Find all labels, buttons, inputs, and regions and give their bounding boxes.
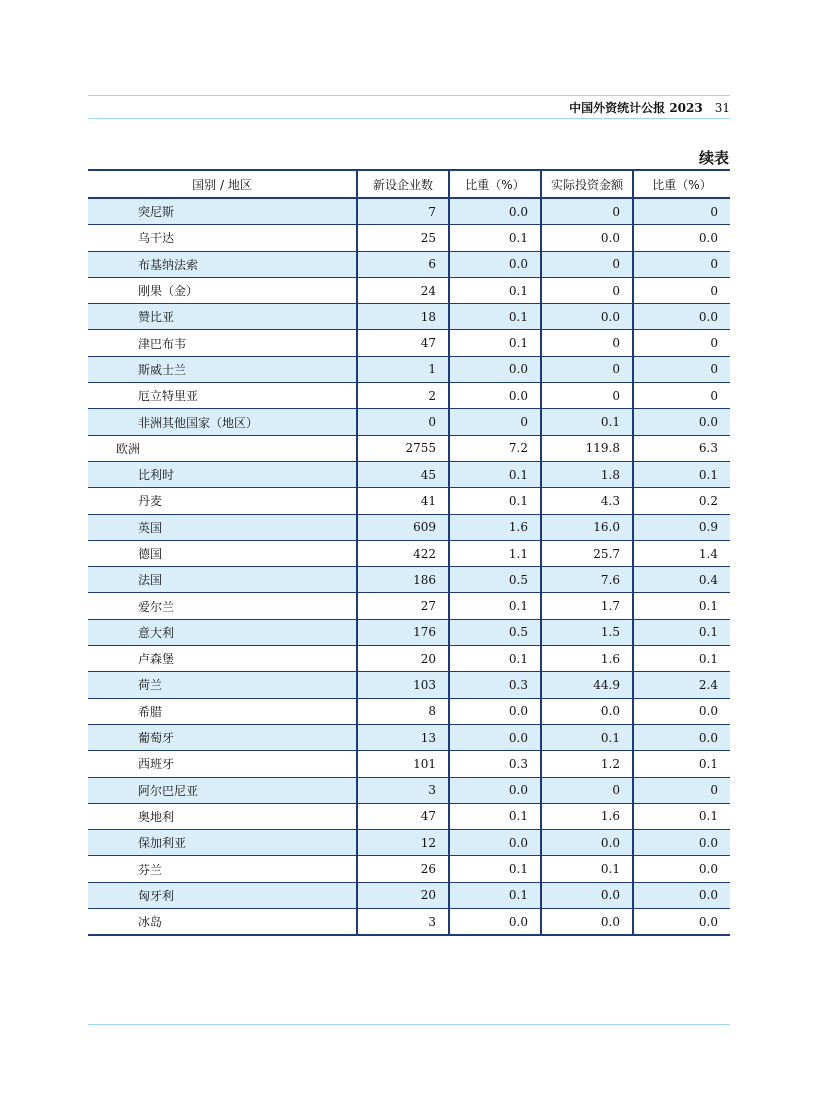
page-header — [88, 99, 730, 117]
cell-investment-share: 0.0 — [633, 409, 730, 435]
cell-new-enterprises: 25 — [357, 225, 449, 251]
cell-country: 布基纳法索 — [88, 251, 357, 277]
cell-share: 0.5 — [449, 619, 541, 645]
cell-actual-investment: 0.0 — [541, 304, 633, 330]
cell-share: 0.1 — [449, 461, 541, 487]
cell-actual-investment: 1.5 — [541, 619, 633, 645]
cell-new-enterprises: 20 — [357, 882, 449, 908]
cell-actual-investment: 0.0 — [541, 698, 633, 724]
cell-actual-investment: 119.8 — [541, 435, 633, 461]
continued-label: 续表 — [698, 149, 729, 167]
cell-actual-investment: 0 — [541, 198, 633, 225]
cell-share: 0.1 — [449, 304, 541, 330]
cell-investment-share: 0.4 — [633, 567, 730, 593]
cell-actual-investment: 0.0 — [541, 225, 633, 251]
cell-investment-share: 0.0 — [633, 225, 730, 251]
cell-new-enterprises: 27 — [357, 593, 449, 619]
cell-actual-investment: 0 — [541, 277, 633, 303]
cell-share: 1.1 — [449, 540, 541, 566]
cell-country: 比利时 — [88, 461, 357, 487]
cell-country: 法国 — [88, 567, 357, 593]
cell-country: 刚果（金） — [88, 277, 357, 303]
table-row — [88, 514, 730, 540]
cell-actual-investment: 0.0 — [541, 909, 633, 936]
table-row — [88, 777, 730, 803]
cell-new-enterprises: 3 — [357, 909, 449, 936]
cell-country: 奥地利 — [88, 803, 357, 829]
cell-investment-share: 0.0 — [633, 304, 730, 330]
table-row — [88, 567, 730, 593]
cell-new-enterprises: 2755 — [357, 435, 449, 461]
cell-share: 0.1 — [449, 882, 541, 908]
table-row — [88, 593, 730, 619]
column-header-actual-investment: 实际投资金额 — [541, 170, 633, 198]
cell-investment-share: 0 — [633, 277, 730, 303]
cell-share: 0.1 — [449, 488, 541, 514]
cell-actual-investment: 0.1 — [541, 724, 633, 750]
cell-new-enterprises: 24 — [357, 277, 449, 303]
cell-investment-share: 0.0 — [633, 909, 730, 936]
column-header-new-enterprises: 新设企业数 — [357, 170, 449, 198]
footer-rule — [88, 1024, 730, 1025]
cell-country: 保加利亚 — [88, 830, 357, 856]
cell-investment-share: 0.1 — [633, 751, 730, 777]
cell-new-enterprises: 103 — [357, 672, 449, 698]
cell-investment-share: 0 — [633, 383, 730, 409]
cell-share: 0.0 — [449, 777, 541, 803]
cell-country: 匈牙利 — [88, 882, 357, 908]
table-row — [88, 830, 730, 856]
cell-investment-share: 0 — [633, 251, 730, 277]
table-row — [88, 225, 730, 251]
publication-title: 中国外资统计公报 2023 — [569, 101, 703, 115]
cell-investment-share: 0.2 — [633, 488, 730, 514]
table-row — [88, 383, 730, 409]
cell-share: 0.1 — [449, 593, 541, 619]
table-row — [88, 724, 730, 750]
cell-country: 乌干达 — [88, 225, 357, 251]
table-row — [88, 856, 730, 882]
cell-country: 阿尔巴尼亚 — [88, 777, 357, 803]
cell-investment-share: 0.0 — [633, 882, 730, 908]
cell-actual-investment: 1.2 — [541, 751, 633, 777]
cell-new-enterprises: 609 — [357, 514, 449, 540]
table-row — [88, 277, 730, 303]
cell-investment-share: 0.1 — [633, 593, 730, 619]
cell-investment-share: 6.3 — [633, 435, 730, 461]
table-row — [88, 882, 730, 908]
table-row — [88, 488, 730, 514]
cell-investment-share: 1.4 — [633, 540, 730, 566]
cell-actual-investment: 0 — [541, 777, 633, 803]
header-bottom-rule — [88, 118, 730, 119]
cell-share: 0.5 — [449, 567, 541, 593]
cell-actual-investment: 1.6 — [541, 803, 633, 829]
table-row — [88, 251, 730, 277]
cell-country: 欧洲 — [88, 435, 357, 461]
cell-share: 0.1 — [449, 646, 541, 672]
cell-new-enterprises: 45 — [357, 461, 449, 487]
cell-share: 0.0 — [449, 909, 541, 936]
table-row — [88, 619, 730, 645]
table-row — [88, 540, 730, 566]
cell-new-enterprises: 20 — [357, 646, 449, 672]
cell-actual-investment: 1.6 — [541, 646, 633, 672]
cell-new-enterprises: 0 — [357, 409, 449, 435]
cell-actual-investment: 1.7 — [541, 593, 633, 619]
cell-actual-investment: 0.1 — [541, 409, 633, 435]
table-row — [88, 698, 730, 724]
cell-country: 丹麦 — [88, 488, 357, 514]
cell-share: 0.0 — [449, 830, 541, 856]
table-row — [88, 803, 730, 829]
cell-actual-investment: 4.3 — [541, 488, 633, 514]
cell-country: 赞比亚 — [88, 304, 357, 330]
cell-investment-share: 0.0 — [633, 830, 730, 856]
cell-actual-investment: 44.9 — [541, 672, 633, 698]
cell-investment-share: 0 — [633, 198, 730, 225]
cell-investment-share: 0.0 — [633, 724, 730, 750]
cell-country: 西班牙 — [88, 751, 357, 777]
cell-new-enterprises: 47 — [357, 330, 449, 356]
cell-new-enterprises: 13 — [357, 724, 449, 750]
cell-country: 非洲其他国家（地区） — [88, 409, 357, 435]
cell-new-enterprises: 18 — [357, 304, 449, 330]
cell-country: 卢森堡 — [88, 646, 357, 672]
investment-table — [88, 169, 730, 936]
cell-new-enterprises: 101 — [357, 751, 449, 777]
cell-new-enterprises: 3 — [357, 777, 449, 803]
cell-country: 冰岛 — [88, 909, 357, 936]
cell-country: 德国 — [88, 540, 357, 566]
cell-investment-share: 0.1 — [633, 646, 730, 672]
cell-investment-share: 0.0 — [633, 698, 730, 724]
table-row — [88, 909, 730, 936]
cell-actual-investment: 7.6 — [541, 567, 633, 593]
cell-actual-investment: 0.1 — [541, 856, 633, 882]
cell-country: 芬兰 — [88, 856, 357, 882]
cell-actual-investment: 0 — [541, 251, 633, 277]
cell-investment-share: 2.4 — [633, 672, 730, 698]
cell-share: 0.3 — [449, 672, 541, 698]
cell-new-enterprises: 12 — [357, 830, 449, 856]
cell-share: 0.1 — [449, 277, 541, 303]
cell-investment-share: 0.1 — [633, 803, 730, 829]
table-row — [88, 646, 730, 672]
cell-share: 0.1 — [449, 856, 541, 882]
cell-new-enterprises: 422 — [357, 540, 449, 566]
cell-share: 0.0 — [449, 383, 541, 409]
cell-new-enterprises: 47 — [357, 803, 449, 829]
cell-new-enterprises: 6 — [357, 251, 449, 277]
table-row — [88, 198, 730, 225]
cell-new-enterprises: 7 — [357, 198, 449, 225]
cell-share: 0.1 — [449, 803, 541, 829]
cell-country: 斯威士兰 — [88, 356, 357, 382]
table-row — [88, 409, 730, 435]
cell-actual-investment: 25.7 — [541, 540, 633, 566]
page-number: 31 — [714, 101, 730, 115]
cell-country: 爱尔兰 — [88, 593, 357, 619]
cell-share: 0.3 — [449, 751, 541, 777]
cell-new-enterprises: 2 — [357, 383, 449, 409]
cell-investment-share: 0.0 — [633, 856, 730, 882]
cell-share: 7.2 — [449, 435, 541, 461]
cell-share: 0.0 — [449, 356, 541, 382]
cell-investment-share: 0 — [633, 777, 730, 803]
cell-country: 意大利 — [88, 619, 357, 645]
column-header-investment-share: 比重（%） — [633, 170, 730, 198]
table-header-row — [88, 170, 730, 198]
cell-country: 荷兰 — [88, 672, 357, 698]
column-header-country: 国别 / 地区 — [88, 170, 357, 198]
table-row — [88, 461, 730, 487]
cell-share: 0.0 — [449, 724, 541, 750]
cell-country: 希腊 — [88, 698, 357, 724]
cell-new-enterprises: 1 — [357, 356, 449, 382]
cell-country: 突尼斯 — [88, 198, 357, 225]
cell-share: 0 — [449, 409, 541, 435]
column-header-share: 比重（%） — [449, 170, 541, 198]
cell-country: 津巴布韦 — [88, 330, 357, 356]
cell-investment-share: 0.1 — [633, 461, 730, 487]
cell-actual-investment: 0.0 — [541, 882, 633, 908]
cell-country: 英国 — [88, 514, 357, 540]
table-body — [88, 198, 730, 935]
cell-share: 1.6 — [449, 514, 541, 540]
table-row — [88, 304, 730, 330]
cell-country: 葡萄牙 — [88, 724, 357, 750]
table-row — [88, 672, 730, 698]
table-row-region — [88, 435, 730, 461]
cell-actual-investment: 0 — [541, 356, 633, 382]
cell-actual-investment: 0 — [541, 330, 633, 356]
table-row — [88, 356, 730, 382]
cell-investment-share: 0.1 — [633, 619, 730, 645]
cell-new-enterprises: 186 — [357, 567, 449, 593]
cell-investment-share: 0.9 — [633, 514, 730, 540]
header-top-rule — [88, 95, 730, 96]
cell-actual-investment: 1.8 — [541, 461, 633, 487]
cell-share: 0.0 — [449, 198, 541, 225]
table-row — [88, 330, 730, 356]
cell-actual-investment: 0.0 — [541, 830, 633, 856]
cell-new-enterprises: 41 — [357, 488, 449, 514]
cell-share: 0.1 — [449, 225, 541, 251]
cell-new-enterprises: 8 — [357, 698, 449, 724]
cell-actual-investment: 0 — [541, 383, 633, 409]
table-row — [88, 751, 730, 777]
cell-investment-share: 0 — [633, 330, 730, 356]
cell-country: 厄立特里亚 — [88, 383, 357, 409]
cell-investment-share: 0 — [633, 356, 730, 382]
cell-new-enterprises: 26 — [357, 856, 449, 882]
cell-share: 0.0 — [449, 698, 541, 724]
cell-share: 0.1 — [449, 330, 541, 356]
cell-new-enterprises: 176 — [357, 619, 449, 645]
cell-actual-investment: 16.0 — [541, 514, 633, 540]
cell-share: 0.0 — [449, 251, 541, 277]
